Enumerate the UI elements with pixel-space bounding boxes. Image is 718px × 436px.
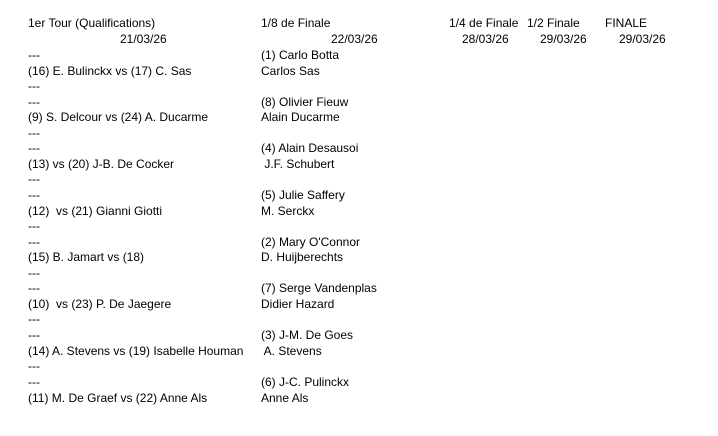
round5-title: FINALE	[605, 16, 648, 30]
round3-date: 28/03/26	[462, 32, 509, 46]
r16-opponent: J.F. Schubert	[261, 157, 335, 171]
qual-line: (11) M. De Graef vs (22) Anne Als	[28, 391, 208, 405]
qual-line: ---	[28, 312, 40, 326]
qual-line: ---	[28, 48, 40, 62]
qual-line: ---	[28, 328, 40, 342]
r16-opponent: D. Huijberechts	[261, 250, 344, 264]
round2-date: 22/03/26	[331, 32, 378, 46]
qual-line: ---	[28, 141, 40, 155]
r16-seed-player: (4) Alain Desausoi	[261, 141, 359, 155]
r16-opponent: M. Serckx	[261, 204, 315, 218]
r16-opponent: Carlos Sas	[261, 64, 320, 78]
qual-line: (12) vs (21) Gianni Giotti	[28, 204, 163, 218]
qual-line: ---	[28, 359, 40, 373]
qual-line: ---	[28, 219, 40, 233]
round5-date: 29/03/26	[619, 32, 666, 46]
r16-seed-player: (5) Julie Saffery	[261, 188, 345, 202]
round4-title: 1/2 Finale	[527, 16, 580, 30]
qual-line: ---	[28, 188, 40, 202]
r16-seed-player: (8) Olivier Fieuw	[261, 95, 349, 109]
qual-line: ---	[28, 281, 40, 295]
r16-seed-player: (7) Serge Vandenplas	[261, 281, 377, 295]
r16-opponent: A. Stevens	[261, 344, 322, 358]
qual-line: ---	[28, 79, 40, 93]
r16-opponent: Didier Hazard	[261, 297, 335, 311]
round3-title: 1/4 de Finale	[449, 16, 519, 30]
qual-line: ---	[28, 266, 40, 280]
qual-line: ---	[28, 126, 40, 140]
qual-line: ---	[28, 172, 40, 186]
qual-line: ---	[28, 95, 40, 109]
r16-seed-player: (6) J-C. Pulinckx	[261, 375, 350, 389]
r16-opponent: Anne Als	[261, 391, 309, 405]
round2-title: 1/8 de Finale	[261, 16, 331, 30]
qual-line: (13) vs (20) J-B. De Cocker	[28, 157, 175, 171]
r16-seed-player: (1) Carlo Botta	[261, 48, 340, 62]
qual-line: (14) A. Stevens vs (19) Isabelle Houman	[28, 344, 244, 358]
qual-line: (15) B. Jamart vs (18)	[28, 250, 145, 264]
round1-title: 1er Tour (Qualifications)	[28, 16, 156, 30]
qual-line: (10) vs (23) P. De Jaegere	[28, 297, 172, 311]
r16-seed-player: (3) J-M. De Goes	[261, 328, 354, 342]
r16-opponent: Alain Ducarme	[261, 110, 340, 124]
qual-line: (9) S. Delcour vs (24) A. Ducarme	[28, 110, 209, 124]
qual-line: ---	[28, 375, 40, 389]
r16-seed-player: (2) Mary O'Connor	[261, 235, 360, 249]
qual-line: ---	[28, 235, 40, 249]
round1-date: 21/03/26	[120, 32, 167, 46]
qual-line: (16) E. Bulinckx vs (17) C. Sas	[28, 64, 192, 78]
round4-date: 29/03/26	[540, 32, 587, 46]
